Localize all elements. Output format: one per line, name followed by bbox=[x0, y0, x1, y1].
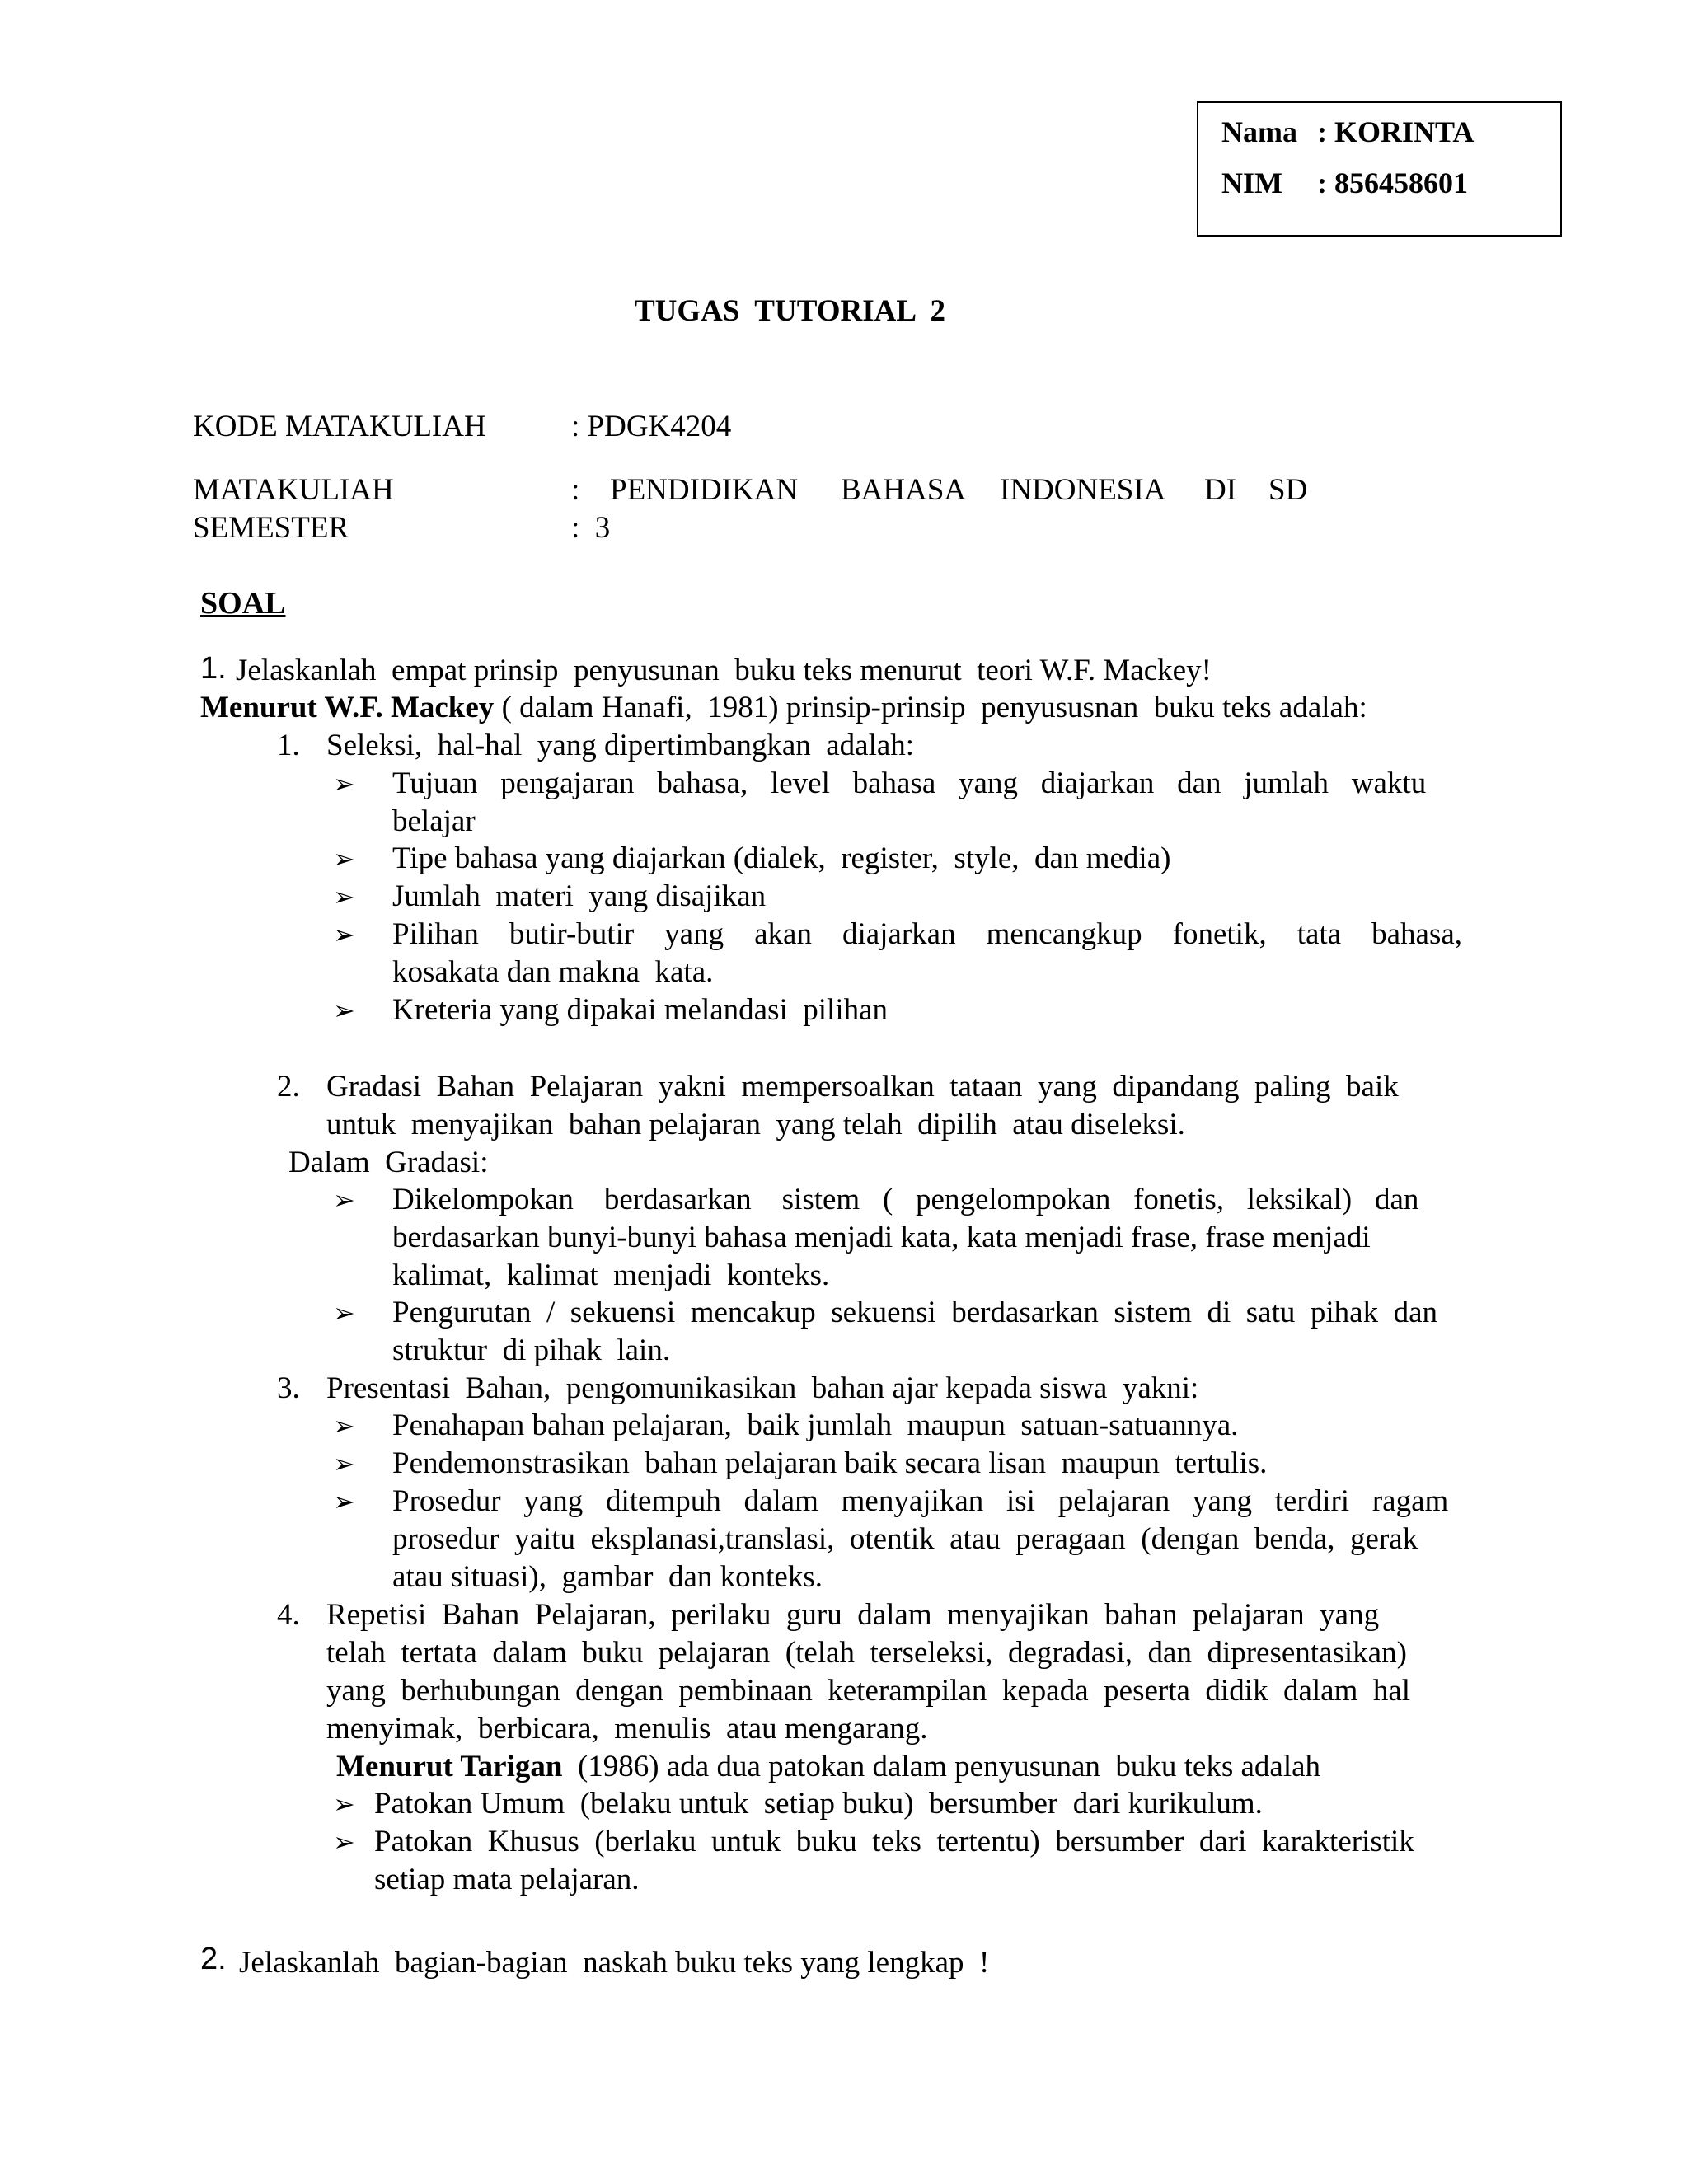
point-1-number: 1. bbox=[277, 729, 300, 762]
point-4-line-2: telah tertata dalam buku pelajaran (telah terseleksi, degradasi, dan dipresentasikan) bbox=[326, 1636, 1407, 1670]
arrow-bullet-icon: ➢ bbox=[333, 919, 355, 950]
semester-value: : 3 bbox=[571, 511, 611, 545]
point-4-line-4: menyimak, berbicara, menulis atau mengarang. bbox=[326, 1712, 928, 1746]
semester-label: SEMESTER bbox=[193, 511, 349, 545]
p3-bullet-1: Penahapan bahan pelajaran, baik jumlah maupun satuan-satuannya. bbox=[392, 1408, 1239, 1442]
nim-value: : 856458601 bbox=[1317, 166, 1468, 199]
nama-value: : KORINTA bbox=[1317, 115, 1475, 148]
kode-value: : PDGK4204 bbox=[571, 410, 732, 443]
arrow-bullet-icon: ➢ bbox=[333, 1297, 355, 1329]
tarigan-intro-bold: Menurut Tarigan bbox=[336, 1750, 563, 1783]
matakuliah-word-2: BAHASA bbox=[841, 473, 967, 507]
nama-label: Nama bbox=[1221, 115, 1297, 148]
arrow-bullet-icon: ➢ bbox=[333, 768, 355, 799]
point-3-text: Presentasi Bahan, pengomunikasikan bahan ajar kepada siswa yakni: bbox=[326, 1371, 1199, 1405]
soal-heading: SOAL bbox=[200, 586, 286, 621]
tarigan-intro-rest: (1986) ada dua patokan dalam penyusunan buku teks adalah bbox=[562, 1750, 1321, 1783]
arrow-bullet-icon: ➢ bbox=[333, 1184, 355, 1216]
p3-bullet-2: Pendemonstrasikan bahan pelajaran baik secara lisan maupun tertulis. bbox=[392, 1446, 1268, 1480]
p2-bullet-1-line-1: Dikelompokan berdasarkan sistem ( pengelompokan fonetis, leksikal) dan bbox=[392, 1183, 1419, 1216]
p2-bullet-2-line-1: Pengurutan / sekuensi mencakup sekuensi berdasarkan sistem di satu pihak dan bbox=[392, 1296, 1437, 1329]
tarigan-bullet-2-line-2: setiap mata pelajaran. bbox=[374, 1863, 640, 1896]
nim-label: NIM bbox=[1221, 166, 1282, 199]
matakuliah-word-3: INDONESIA bbox=[1000, 473, 1166, 507]
point-4-line-1: Repetisi Bahan Pelajaran, perilaku guru dalam menyajikan bahan pelajaran yang bbox=[326, 1598, 1380, 1632]
mackey-intro-rest: ( dalam Hanafi, 1981) prinsip-prinsip penyususnan buku teks adalah: bbox=[494, 691, 1367, 724]
question-2-text: Jelaskanlah bagian-bagian naskah buku teks yang lengkap ! bbox=[239, 1946, 990, 1980]
point-3-number: 3. bbox=[277, 1371, 300, 1405]
point-1-text: Seleksi, hal-hal yang dipertimbangkan adalah: bbox=[326, 729, 915, 762]
arrow-bullet-icon: ➢ bbox=[333, 843, 355, 874]
tarigan-bullet-2-line-1: Patokan Khusus (berlaku untuk buku teks tertentu) bersumber dari karakteristik bbox=[374, 1825, 1414, 1858]
arrow-bullet-icon: ➢ bbox=[333, 1826, 355, 1858]
arrow-bullet-icon: ➢ bbox=[333, 1448, 355, 1479]
p1-bullet-1-line-2: belajar bbox=[392, 804, 476, 838]
point-2-line-1: Gradasi Bahan Pelajaran yakni mempersoalkan tataan yang dipandang paling baik bbox=[326, 1070, 1399, 1104]
tarigan-bullet-1: Patokan Umum (belaku untuk setiap buku) bersumber dari kurikulum. bbox=[374, 1787, 1263, 1821]
p1-bullet-2: Tipe bahasa yang diajarkan (dialek, register, style, dan media) bbox=[392, 841, 1171, 875]
p1-bullet-5: Kreteria yang dipakai melandasi pilihan bbox=[392, 993, 889, 1027]
document-title: TUGAS TUTORIAL 2 bbox=[635, 294, 945, 328]
student-identity-box bbox=[1197, 101, 1562, 237]
point-2-number: 2. bbox=[277, 1070, 300, 1104]
arrow-bullet-icon: ➢ bbox=[333, 995, 355, 1026]
question-1-text: Jelaskanlah empat prinsip penyusunan buku teks menurut teori W.F. Mackey! bbox=[236, 654, 1212, 687]
point-4-line-3: yang berhubungan dengan pembinaan keterampilan kepada peserta didik dalam hal bbox=[326, 1674, 1411, 1708]
arrow-bullet-icon: ➢ bbox=[333, 1486, 355, 1517]
arrow-bullet-icon: ➢ bbox=[333, 1788, 355, 1820]
matakuliah-label: MATAKULIAH bbox=[193, 473, 394, 507]
p1-bullet-1-line-1: Tujuan pengajaran bahasa, level bahasa yang diajarkan dan jumlah waktu bbox=[392, 766, 1427, 800]
p2-bullet-1-line-3: kalimat, kalimat menjadi konteks. bbox=[392, 1258, 830, 1292]
p1-bullet-4-line-1: Pilihan butir-butir yang akan diajarkan mencangkup fonetik, tata bahasa, bbox=[392, 917, 1463, 951]
p1-bullet-3: Jumlah materi yang disajikan bbox=[392, 879, 767, 913]
matakuliah-colon: : bbox=[571, 473, 580, 507]
kode-label: KODE MATAKULIAH bbox=[193, 410, 486, 443]
p2-bullet-2-line-2: struktur di pihak lain. bbox=[392, 1333, 671, 1367]
p3-bullet-3-line-3: atau situasi), gambar dan konteks. bbox=[392, 1560, 823, 1594]
matakuliah-word-5: SD bbox=[1268, 473, 1308, 507]
question-1-number: 1. bbox=[200, 651, 227, 686]
matakuliah-word-1: PENDIDIKAN bbox=[610, 473, 799, 507]
p2-bullet-1-line-2: berdasarkan bunyi-bunyi bahasa menjadi kata, kata menjadi frase, frase menjadi bbox=[392, 1221, 1371, 1254]
mackey-intro-bold: Menurut W.F. Mackey bbox=[200, 691, 495, 724]
p3-bullet-3-line-1: Prosedur yang ditempuh dalam menyajikan isi pelajaran yang terdiri ragam bbox=[392, 1484, 1449, 1518]
point-2-line-2: untuk menyajikan bahan pelajaran yang telah dipilih atau diseleksi. bbox=[326, 1108, 1185, 1141]
gradasi-subheading: Dalam Gradasi: bbox=[288, 1146, 489, 1179]
point-4-number: 4. bbox=[277, 1598, 300, 1632]
tarigan-intro bbox=[336, 1749, 1320, 1784]
question-2-number: 2. bbox=[200, 1942, 227, 1976]
arrow-bullet-icon: ➢ bbox=[333, 881, 355, 912]
p3-bullet-3-line-2: prosedur yaitu eksplanasi,translasi, otentik atau peragaan (dengan benda, gerak bbox=[392, 1522, 1418, 1556]
mackey-intro bbox=[200, 690, 1367, 725]
p1-bullet-4-line-2: kosakata dan makna kata. bbox=[392, 955, 714, 989]
matakuliah-word-4: DI bbox=[1204, 473, 1237, 507]
arrow-bullet-icon: ➢ bbox=[333, 1410, 355, 1441]
